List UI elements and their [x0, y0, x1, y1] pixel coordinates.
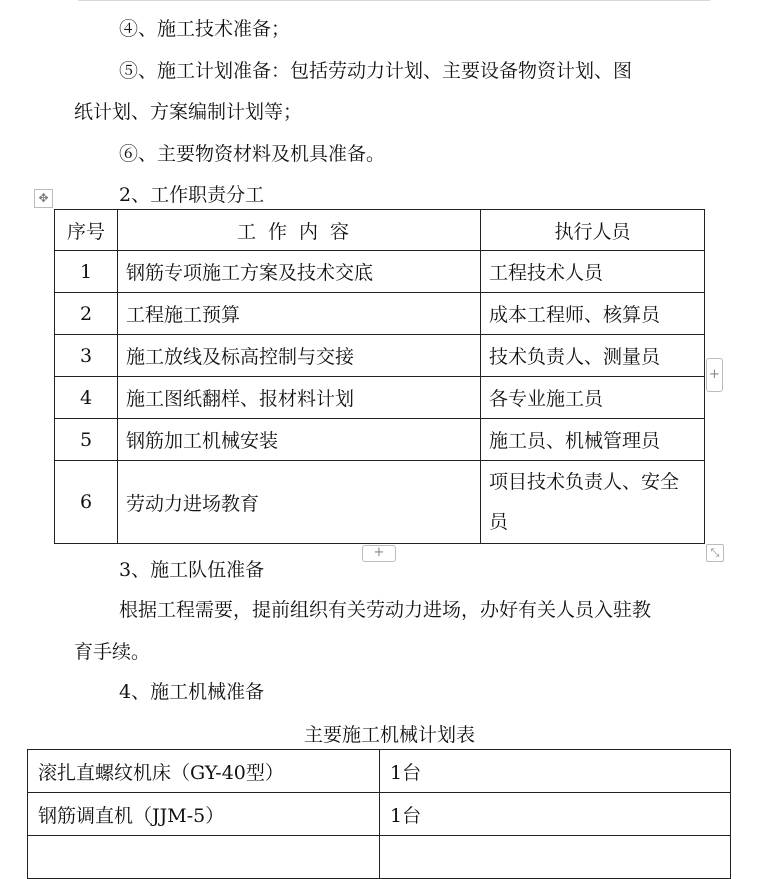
- table-row: [55, 293, 705, 335]
- table-move-handle[interactable]: [34, 189, 53, 208]
- cell-staff: 施工员、机械管理员: [481, 419, 705, 461]
- table-resize-handle[interactable]: [706, 544, 724, 562]
- table-row: [55, 419, 705, 461]
- resize-diagonal-icon: ⤡: [710, 546, 720, 559]
- cell-machine-qty: 1台: [380, 793, 731, 836]
- cell-staff: 项目技术负责人、安全员: [481, 461, 705, 544]
- cell-no: 1: [55, 251, 118, 293]
- cell-no: 5: [55, 419, 118, 461]
- cell-content: 施工放线及标高控制与交接: [118, 335, 481, 377]
- header-content: 工作内容: [118, 210, 481, 251]
- cell-no: 2: [55, 293, 118, 335]
- page-top-rule: [78, 0, 710, 1]
- add-column-button[interactable]: [706, 358, 723, 392]
- cell-no: 6: [55, 461, 118, 544]
- cell-machine-name: [28, 836, 380, 879]
- cell-content: 钢筋专项施工方案及技术交底: [118, 251, 481, 293]
- section-3-body-line1: 根据工程需要，提前组织有关劳动力进场，办好有关人员入驻教: [119, 599, 652, 621]
- header-staff: 执行人员: [481, 210, 705, 251]
- cell-no: 4: [55, 377, 118, 419]
- plus-icon: +: [709, 367, 720, 382]
- table-header-row: [55, 210, 705, 251]
- table-row: [28, 793, 731, 836]
- cell-staff: 技术负责人、测量员: [481, 335, 705, 377]
- cell-staff: 工程技术人员: [481, 251, 705, 293]
- cell-content: 劳动力进场教育: [118, 461, 481, 544]
- section-heading-2: 2、工作职责分工: [119, 184, 265, 206]
- cell-machine-name: 滚扎直螺纹机床（GY-40型）: [28, 750, 380, 793]
- section-3-body-line2: 育手续。: [74, 641, 151, 663]
- table-row: [55, 377, 705, 419]
- paragraph-item-5-line2: 纸计划、方案编制计划等；: [74, 101, 303, 123]
- add-row-button[interactable]: [362, 545, 396, 562]
- header-no: 序号: [55, 210, 118, 251]
- paragraph-item-5-line1: ⑤、施工计划准备：包括劳动力计划、主要设备物资计划、图: [119, 60, 633, 82]
- table-row: [28, 836, 731, 879]
- table-row: [55, 461, 705, 544]
- cell-no: 3: [55, 335, 118, 377]
- table-row: [55, 251, 705, 293]
- cell-machine-qty: [380, 836, 731, 879]
- cell-staff: 成本工程师、核算员: [481, 293, 705, 335]
- plus-icon: +: [373, 545, 385, 560]
- table-row: [55, 335, 705, 377]
- table-row: [28, 750, 731, 793]
- paragraph-item-4: ④、施工技术准备；: [119, 18, 291, 40]
- cell-content: 钢筋加工机械安装: [118, 419, 481, 461]
- cell-machine-name: 钢筋调直机（JJM-5）: [28, 793, 380, 836]
- cell-machine-qty: 1台: [380, 750, 731, 793]
- machinery-table: [27, 749, 731, 879]
- paragraph-item-6: ⑥、主要物资材料及机具准备。: [119, 143, 386, 165]
- cell-content: 工程施工预算: [118, 293, 481, 335]
- section-heading-4: 4、施工机械准备: [119, 681, 265, 703]
- section-heading-3: 3、施工队伍准备: [119, 559, 265, 581]
- cell-staff: 各专业施工员: [481, 377, 705, 419]
- duty-table: [54, 209, 705, 544]
- cell-content: 施工图纸翻样、报材料计划: [118, 377, 481, 419]
- move-arrows-icon: ✥: [38, 191, 49, 205]
- machinery-table-caption: 主要施工机械计划表: [303, 724, 475, 746]
